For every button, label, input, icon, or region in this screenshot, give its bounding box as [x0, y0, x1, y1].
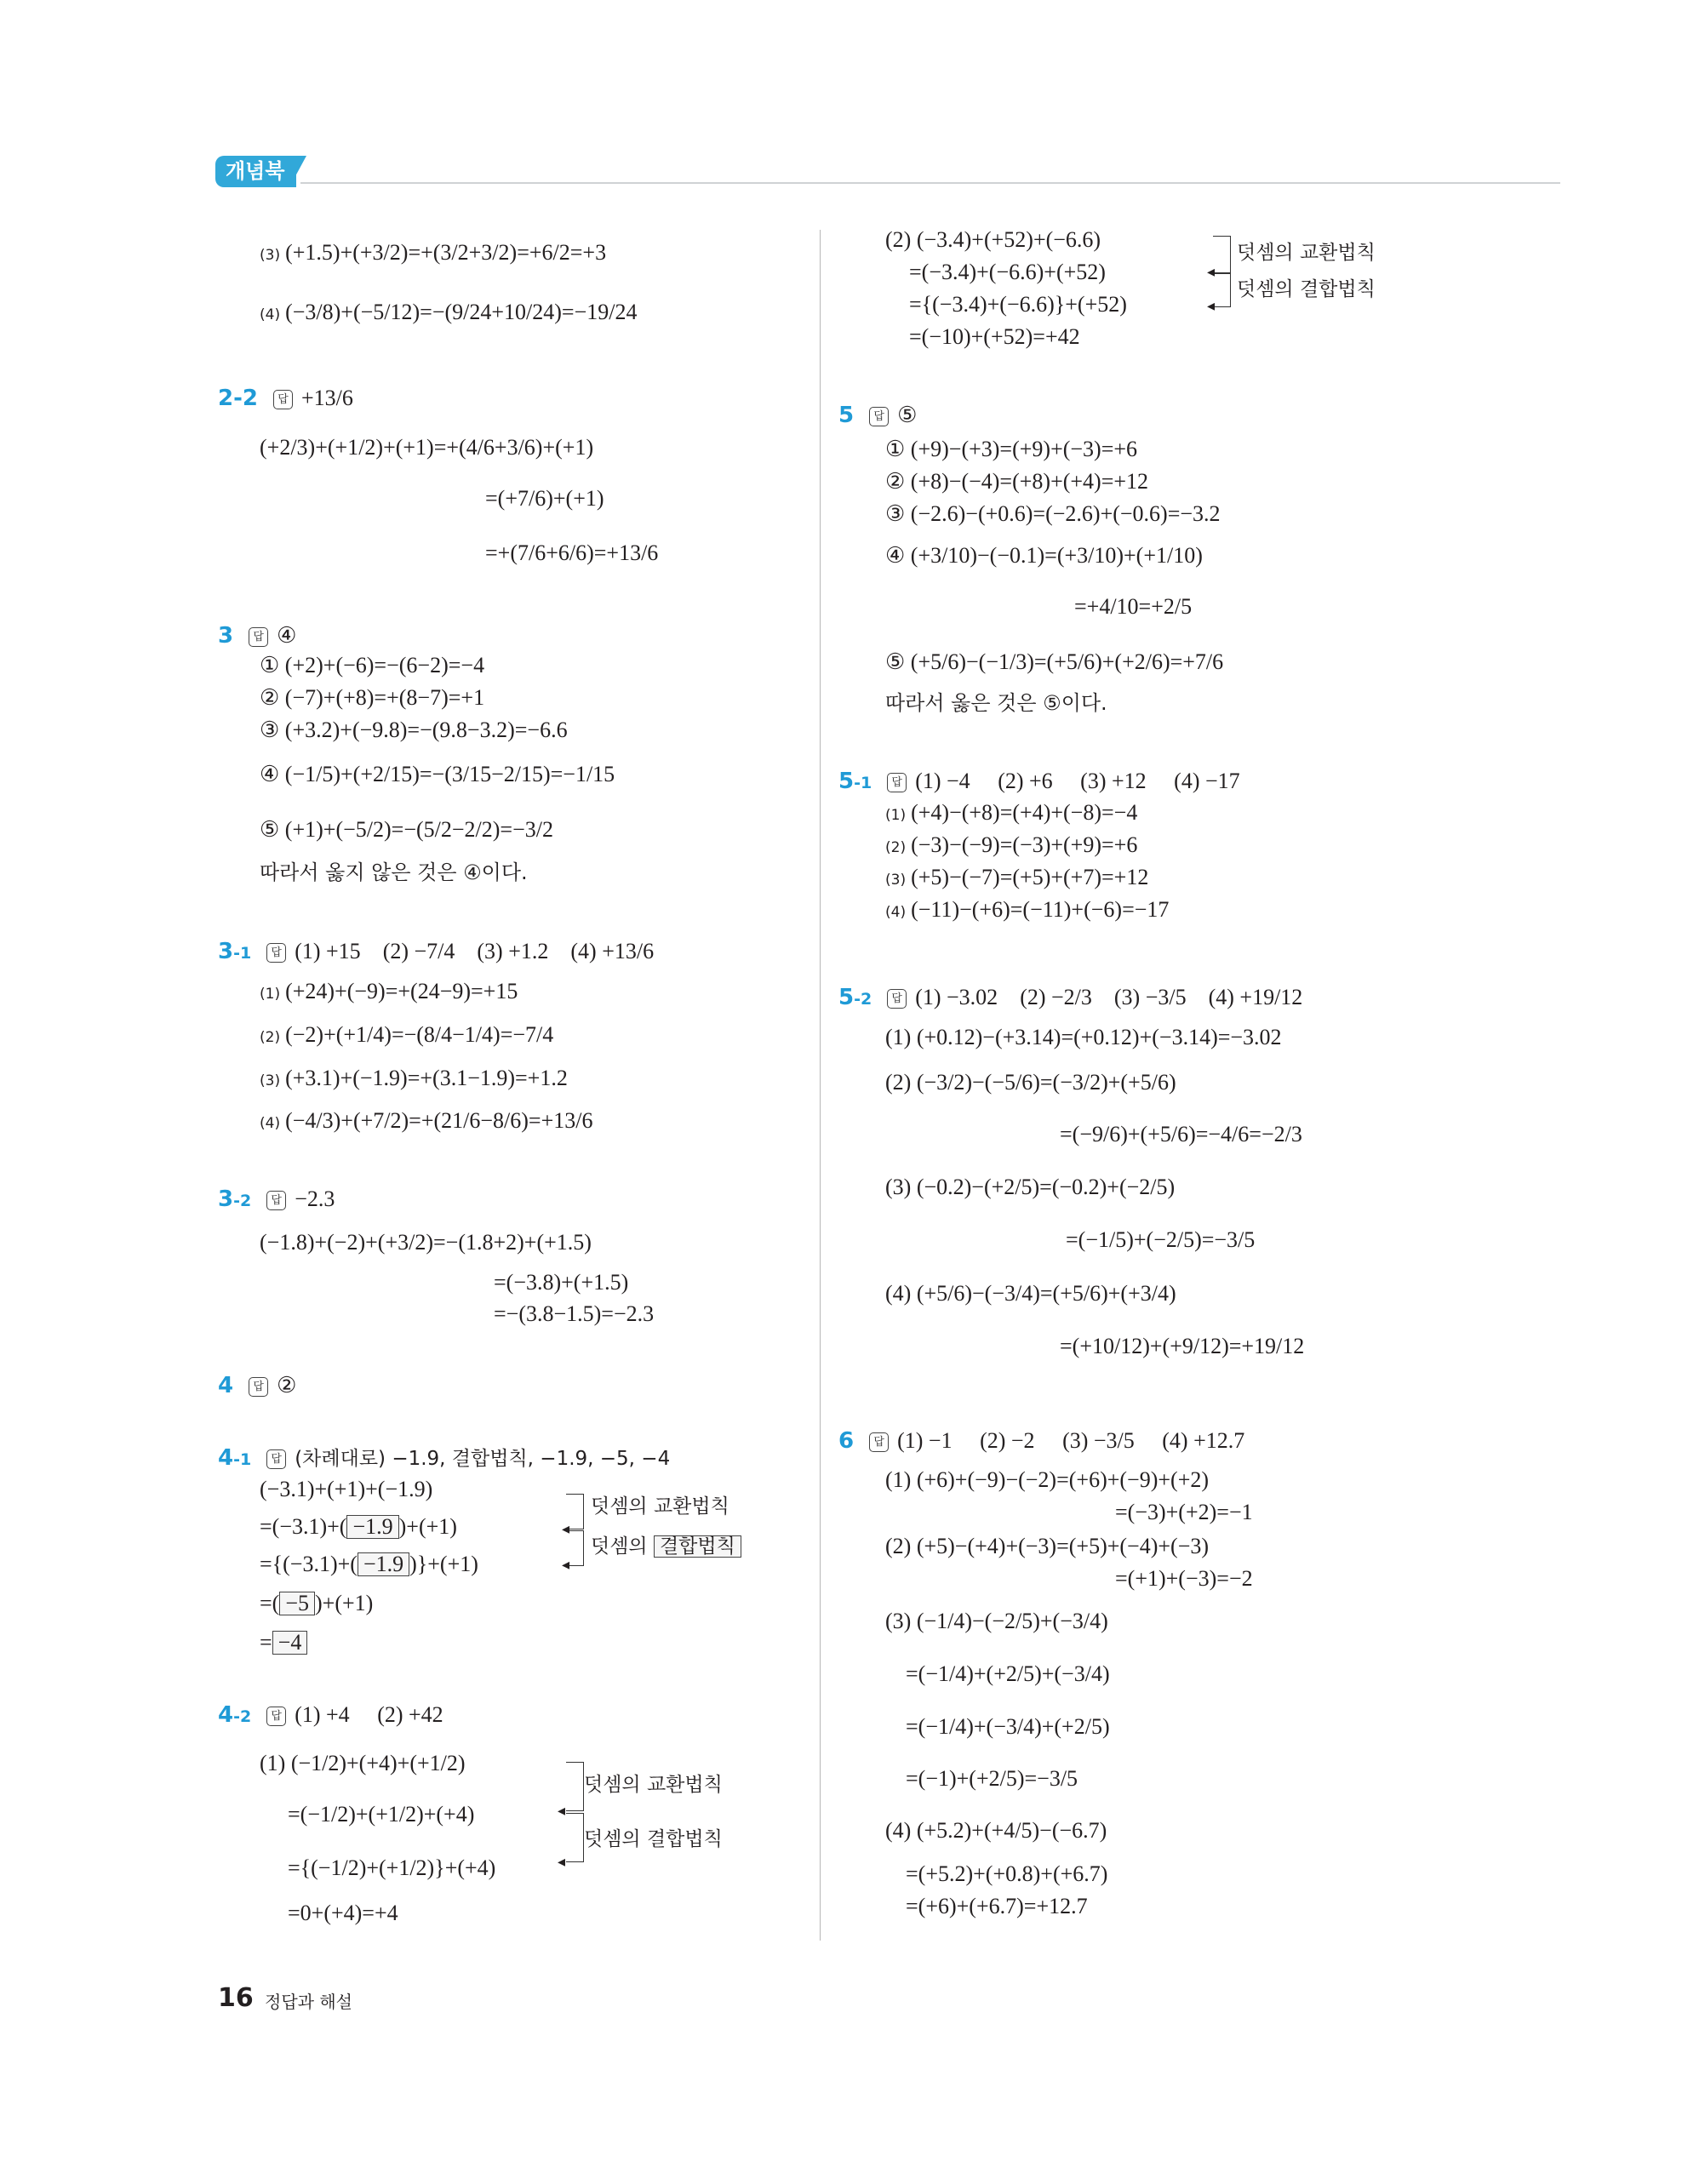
law-note: 덧셈의 교환법칙 [584, 1774, 723, 1796]
solution-line: ③ (−2.6)−(+0.6)=(−2.6)+(−0.6)=−3.2 [885, 501, 1221, 526]
solution-line: =(−1/4)+(−3/4)+(+2/5) [906, 1714, 1110, 1739]
answer-mark-icon: 답 [869, 407, 889, 426]
solution-line: =(−3.4)+(−6.6)+(+52) [909, 260, 1106, 284]
solution-line: (4) (+5.2)+(+4/5)−(−6.7) [885, 1818, 1107, 1843]
solution-line: =( −5 )+(+1) [260, 1591, 374, 1615]
answer-mark-icon: 답 [249, 1377, 268, 1397]
arrow-left-icon: ◂ [558, 1853, 566, 1870]
answer-mark-icon: 답 [266, 1191, 286, 1210]
solution-line: =(−1)+(+2/5)=−3/5 [906, 1766, 1078, 1791]
problem-4-2-heading: 4-2 답 (1) +4 (2) +42 [218, 1702, 443, 1728]
solution-line: ② (+8)−(−4)=(+8)+(+4)=+12 [885, 469, 1149, 494]
arrow-left-icon: ◂ [562, 1556, 570, 1573]
law-bracket [1213, 236, 1231, 273]
solution-line: (1) (−1/2)+(+4)+(+1/2) [260, 1751, 466, 1775]
law-bracket [566, 1762, 584, 1811]
law-note: 덧셈의 결합법칙 [584, 1828, 723, 1850]
solution-line: =(−1/2)+(+1/2)+(+4) [288, 1802, 475, 1827]
problem-3-heading: 3 답 ④ [218, 623, 297, 649]
solution-line: =(−9/6)+(+5/6)=−4/6=−2/3 [1060, 1122, 1302, 1146]
blank-box: −4 [272, 1631, 308, 1655]
arrow-left-icon: ◂ [1207, 263, 1216, 280]
answer-mark-icon: 답 [249, 627, 268, 647]
solution-line: (3) (+5)−(−7)=(+5)+(+7)=+12 [885, 865, 1149, 889]
conclusion-text: 따라서 옳지 않은 것은 ④이다. [260, 860, 528, 884]
blank-box: −1.9 [358, 1552, 409, 1576]
solution-line: (2) (−3.4)+(+52)+(−6.6) [885, 227, 1101, 252]
problem-5-2-heading: 5-2 답 (1) −3.02 (2) −2/3 (3) −3/5 (4) +19/12 [838, 985, 1303, 1010]
solution-line: (3) (−0.2)−(+2/5)=(−0.2)+(−2/5) [885, 1175, 1176, 1199]
solution-line: ④ (+3/10)−(−0.1)=(+3/10)+(+1/10) [885, 543, 1203, 568]
solution-line: (1) (+0.12)−(+3.14)=(+0.12)+(−3.14)=−3.02 [885, 1025, 1282, 1049]
solution-line: =(+6)+(+6.7)=+12.7 [906, 1894, 1088, 1918]
solution-line: ① (+9)−(+3)=(+9)+(−3)=+6 [885, 437, 1138, 461]
solution-line: ⑤ (+1)+(−5/2)=−(5/2−2/2)=−3/2 [260, 817, 553, 842]
solution-line: (3) (+1.5)+(+3/2)=+(3/2+3/2)=+6/2=+3 [260, 240, 607, 265]
law-bracket [1213, 273, 1231, 307]
solution-line: = −4 [260, 1626, 307, 1660]
solution-line: =(−10)+(+52)=+42 [909, 324, 1080, 349]
solution-line: (3) (+3.1)+(−1.9)=+(3.1−1.9)=+1.2 [260, 1066, 568, 1090]
problem-5-1-heading: 5-1 답 (1) −4 (2) +6 (3) +12 (4) −17 [838, 769, 1240, 794]
blank-box: −1.9 [346, 1515, 398, 1539]
answer-mark-icon: 답 [266, 943, 286, 963]
arrow-left-icon: ◂ [558, 1802, 566, 1819]
answer-mark-icon: 답 [869, 1432, 889, 1452]
solution-line: =(−3.8)+(+1.5) [494, 1270, 629, 1295]
solution-line: =(+7/6)+(+1) [485, 486, 604, 511]
solution-line: (4) (−11)−(+6)=(−11)+(−6)=−17 [885, 897, 1170, 922]
solution-line: =0+(+4)=+4 [288, 1901, 398, 1925]
solution-line: (4) (+5/6)−(−3/4)=(+5/6)+(+3/4) [885, 1281, 1176, 1306]
solution-line: ② (−7)+(+8)=+(8−7)=+1 [260, 685, 485, 710]
answer-mark-icon: 답 [887, 989, 907, 1009]
problem-5-heading: 5 답 ⑤ [838, 403, 918, 428]
law-note: 덧셈의 결합법칙 [591, 1534, 741, 1559]
solution-line: =−(3.8−1.5)=−2.3 [494, 1301, 655, 1326]
solution-line: =(+5.2)+(+0.8)+(+6.7) [906, 1861, 1108, 1886]
solution-line: =(−3)+(+2)=−1 [1115, 1500, 1253, 1524]
arrow-left-icon: ◂ [1207, 297, 1216, 314]
solution-line: (−3.1)+(+1)+(−1.9) [260, 1477, 433, 1501]
problem-6-heading: 6 답 (1) −1 (2) −2 (3) −3/5 (4) +12.7 [838, 1428, 1245, 1454]
header-tab-label: 개념북 [226, 159, 285, 183]
solution-line: =(−1/5)+(−2/5)=−3/5 [1066, 1227, 1256, 1252]
solution-line: (2) (−2)+(+1/4)=−(8/4−1/4)=−7/4 [260, 1022, 554, 1047]
arrow-left-icon: ◂ [562, 1520, 570, 1537]
footer-title: 정답과 해설 [265, 1992, 352, 2012]
solution-line: (4) (−3/8)+(−5/12)=−(9/24+10/24)=−19/24 [260, 300, 638, 324]
problem-2-2-heading: 2-2 답 +13/6 [218, 386, 353, 411]
solution-line: =+4/10=+2/5 [1074, 594, 1193, 619]
solution-line: ① (+2)+(−6)=−(6−2)=−4 [260, 653, 485, 677]
solution-line: ④ (−1/5)+(+2/15)=−(3/15−2/15)=−1/15 [260, 762, 615, 786]
solution-line: (1) (+4)−(+8)=(+4)+(−8)=−4 [885, 800, 1138, 825]
law-note: 덧셈의 결합법칙 [1237, 278, 1376, 300]
problem-4-heading: 4 답 ② [218, 1373, 297, 1398]
solution-line: (+2/3)+(+1/2)+(+1)=+(4/6+3/6)+(+1) [260, 435, 594, 460]
solution-line: (2) (+5)−(+4)+(−3)=(+5)+(−4)+(−3) [885, 1534, 1210, 1558]
solution-line: (2) (−3)−(−9)=(−3)+(+9)=+6 [885, 832, 1138, 857]
solution-line: =(−3.1)+( −1.9 )+(+1) [260, 1514, 457, 1539]
answer-mark-icon: 답 [887, 773, 907, 792]
solution-line: (1) (+24)+(−9)=+(24−9)=+15 [260, 979, 518, 1003]
header-rule [300, 182, 1560, 184]
solution-line: ={(−1/2)+(+1/2)}+(+4) [288, 1855, 496, 1880]
solution-line: (−1.8)+(−2)+(+3/2)=−(1.8+2)+(+1.5) [260, 1230, 592, 1255]
solution-line: =(−1/4)+(+2/5)+(−3/4) [906, 1661, 1110, 1686]
solution-line: (2) (−3/2)−(−5/6)=(−3/2)+(+5/6) [885, 1070, 1176, 1095]
law-bracket [566, 1813, 584, 1862]
problem-4-1-heading: 4-1 답 (차례대로) −1.9, 결합법칙, −1.9, −5, −4 [218, 1445, 671, 1471]
solution-line: (4) (−4/3)+(+7/2)=+(21/6−8/6)=+13/6 [260, 1108, 593, 1133]
column-divider [820, 230, 821, 1941]
solution-line: (1) (+6)+(−9)−(−2)=(+6)+(−9)+(+2) [885, 1467, 1210, 1492]
answer-mark-icon: 답 [273, 390, 293, 409]
solution-line: ={(−3.4)+(−6.6)}+(+52) [909, 292, 1127, 317]
page-number: 16 [218, 1983, 254, 2013]
law-note: 덧셈의 교환법칙 [1237, 242, 1376, 264]
problem-3-1-heading: 3-1 답 (1) +15 (2) −7/4 (3) +1.2 (4) +13/6 [218, 939, 655, 964]
solution-line: =(+10/12)+(+9/12)=+19/12 [1060, 1334, 1305, 1358]
solution-line: ⑤ (+5/6)−(−1/3)=(+5/6)+(+2/6)=+7/6 [885, 649, 1224, 674]
problem-3-2-heading: 3-2 답 −2.3 [218, 1186, 335, 1212]
law-note: 덧셈의 교환법칙 [591, 1495, 729, 1518]
solution-line: ={(−3.1)+( −1.9 )}+(+1) [260, 1552, 478, 1576]
solution-line: ③ (+3.2)+(−9.8)=−(9.8−3.2)=−6.6 [260, 718, 568, 742]
conclusion-text: 따라서 옳은 것은 ⑤이다. [885, 691, 1107, 715]
answer-mark-icon: 답 [266, 1707, 286, 1726]
solution-line: (3) (−1/4)−(−2/5)+(−3/4) [885, 1609, 1108, 1633]
solution-line: =(+1)+(−3)=−2 [1115, 1566, 1253, 1591]
answer-mark-icon: 답 [266, 1449, 286, 1469]
solution-line: =+(7/6+6/6)=+13/6 [485, 540, 659, 565]
blank-box: −5 [279, 1592, 315, 1615]
